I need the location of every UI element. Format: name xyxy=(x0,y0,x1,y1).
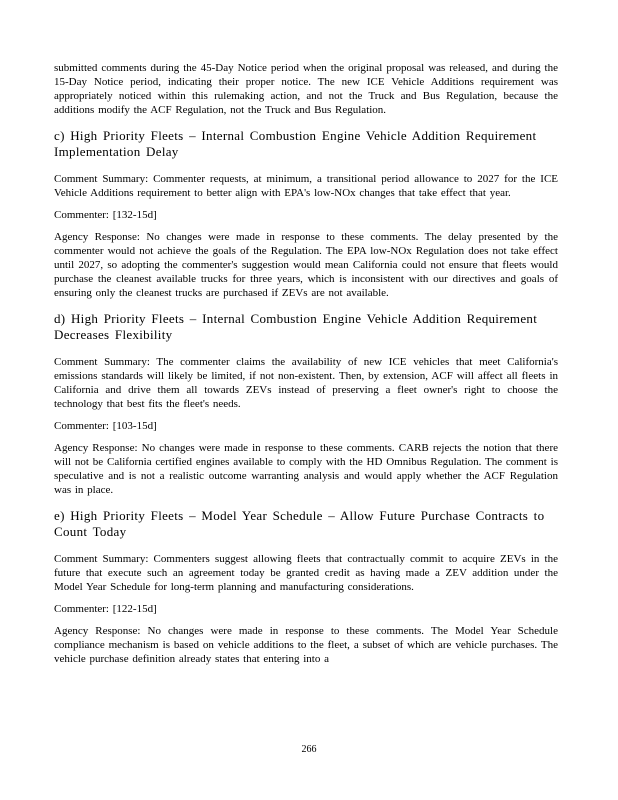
section-heading-c: c) High Priority Fleets – Internal Combustion Engine Vehicle Addition Requirement Implementation Delay xyxy=(54,128,537,159)
comment-summary-c: Comment Summary: Commenter requests, at minimum, a transitional period allowance to 2027 for the ICE Vehicle Additions requirement to better align with EPA's low-NOx changes that take effect that year. xyxy=(54,173,558,199)
section-heading-e: e) High Priority Fleets – Model Year Schedule – Allow Future Purchase Contracts to Count Today xyxy=(54,508,545,539)
commenter-e: Commenter: [122-15d] xyxy=(54,603,157,615)
section-heading-d: d) High Priority Fleets – Internal Combustion Engine Vehicle Addition Requirement Decreases Flexibility xyxy=(54,311,538,342)
commenter-d: Commenter: [103-15d] xyxy=(54,420,157,432)
agency-response-d: Agency Response: No changes were made in response to these comments. CARB rejects the notion that there will not be California certified engines available to comply with the HD Omnibus Regulation. The comment is speculative and is not a realistic outcome warranting analysis and would apply whether the ACF Regulation was in place. xyxy=(54,442,558,496)
agency-response-c: Agency Response: No changes were made in response to these comments. The delay presented by the commenter would not achieve the goals of the Regulation. The EPA low-NOx Regulation does not take effect until 2027, so adopting the commenter's suggestion would mean California could not ensure that fleets would purchase the cleanest available trucks for three years, which is inconsistent with our directives and goals of ensuring only the cleanest trucks are purchased if ZEVs are not available. xyxy=(54,231,558,299)
comment-summary-d: Comment Summary: The commenter claims the availability of new ICE vehicles that meet California's emissions standards will likely be limited, if not non-existent. Then, by extension, ACF will affect all fleets in California and drive them all towards ZEVs instead of preserving a fleet owner's right to choose the technology that best fits the fleet's needs. xyxy=(54,356,558,410)
comment-summary-e: Comment Summary: Commenters suggest allowing fleets that contractually commit to acquire ZEVs in the future that execute such an agreement today be granted credit as having made a ZEV addition under the Model Year Schedule for long-term planning and manufacturing considerations. xyxy=(54,553,558,593)
agency-response-e: Agency Response: No changes were made in response to these comments. The Model Year Schedule compliance mechanism is based on vehicle additions to the fleet, a subset of which are vehicle purchases. The vehicle purchase definition already states that entering into a xyxy=(54,625,558,665)
page-number: 266 xyxy=(301,744,317,755)
commenter-c: Commenter: [132-15d] xyxy=(54,209,157,221)
paragraph-continuation: submitted comments during the 45-Day Notice period when the original proposal was released, and during the 15-Day Notice period, indicating their proper notice. The new ICE Vehicle Additions requirement was appropriately noticed within this rulemaking action, and not the Truck and Bus Regulation, because the additions modify the ACF Regulation, not the Truck and Bus Regulation. xyxy=(54,62,558,116)
document-page xyxy=(54,61,558,674)
